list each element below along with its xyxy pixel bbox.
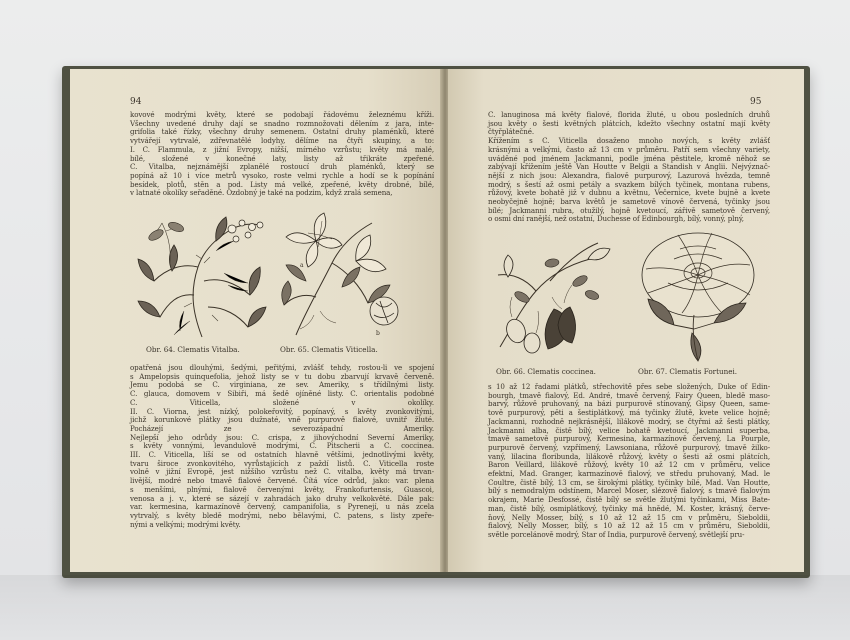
text-line: Jackmanni alba, čistě bílý, velice bohatě kvetoucí, Jackmanni superba, xyxy=(488,425,770,435)
page-number: 94 xyxy=(130,97,142,107)
text-line: neobyčejně hojně; barva květů je sametově vínově červená, tyčinky jsou xyxy=(488,197,770,207)
svg-text:a: a xyxy=(300,262,304,269)
text-line: tově purpurový, pěti a šestiplátkový, má tyčinky žlutě, kvete velice hojně; xyxy=(488,408,770,418)
right-page xyxy=(448,69,804,572)
text-line: okrajem, Marie Desfossé, čistě bílý se světle žlutými tyčinkami, Miss Bate- xyxy=(488,495,770,505)
text-line: s květy vonnými, levandulově modrými, C. Pitscherii a C. coccinea. xyxy=(130,441,434,451)
text-line: vaný, lilacina floribunda, lilákově růžový, květy o šesti až osmi plátcích, xyxy=(488,451,770,461)
text-line: Jackmanni, rozhodně nejkrásnější, lilákově modrý, se čtyřmi až šesti plátky, xyxy=(488,416,770,426)
body-text-bottom xyxy=(130,364,434,529)
text-line: bílý s nemodralým odstínem, Marcel Moser, slézově fialový, s tmavě fialovým xyxy=(488,486,770,496)
text-line: s menšími, plnými, fialově červenými květy, Frankofurtensis, Guascoi, xyxy=(130,484,434,494)
body-text-top xyxy=(130,111,434,198)
text-line: tvaru široce zvonkovitého, vyrůstajících z paždí listů. C. Viticella roste xyxy=(130,458,434,468)
book-shadow xyxy=(0,575,850,640)
text-line: Jemu podobá se C. virginiana, ze sev. Ameriky, s třídílnými listy. xyxy=(130,380,434,390)
text-line: C. Vitalba, nejznámější zplanělé rostoucí druh plaménků, který se xyxy=(130,162,434,172)
text-line: bílé; Jackmanni rubra, otužilý, hojně kvetoucí, zářivě sametově červený, xyxy=(488,205,770,215)
text-line: zabývají křížením ještě Van Houtte v Belgii a Standish v Anglii. Nejvýznač- xyxy=(488,162,770,172)
text-line: popíná až 10 i více metrů vysoko, roste velmi rychle a hodí se k popínání xyxy=(130,170,434,180)
text-line: grifolia také řízky, všechny druhy semenem. Ostatní druhy plaménků, které xyxy=(130,127,434,137)
clematis-coccinea-illustration xyxy=(492,237,616,363)
text-line: s 10 až 12 řadami plátků, střechovitě přes sebe složených, Duke of Edin- xyxy=(488,382,770,391)
text-line: livější, modré nebo tmavě fialové červené. Čítá více odrůd, jako: var. plena xyxy=(130,476,434,486)
figure-67-caption: Obr. 67. Clematis Fortunei. xyxy=(638,367,738,376)
text-line: vytvářejí vytrvalé, zdřevnatělé lodyhy, dělíme na čtyři skupiny, a to: xyxy=(130,136,434,146)
text-line: venosa a j. v., které se sázejí v zahradách jako druhy velkokvěté. Dále pak: xyxy=(130,493,434,503)
text-line: Coultre, čistě bílý, 13 cm, se širokými plátky, tyčinky bílé, Mad. Van Houtte, xyxy=(488,477,770,487)
text-line: růžový, kvete bohatě již v dubnu a květnu, Večernice, kvete bujně a kvete xyxy=(488,188,770,198)
text-line: besídek, plotů, stěn a pod. Listy má velké, zpeřené, květy drobné, bílé, xyxy=(130,179,434,189)
text-line: efektní, Mad. Granger, karmazínově fialový, ve středu pruhovaný, Mad. le xyxy=(488,469,770,479)
text-line: vytrvalý, s květy bledě modrými, nebo bělavými, C. patens, s listy zpeře- xyxy=(130,510,434,520)
text-line: jichž korunkové plátky jsou dužnaté, vně purpurově fialové, uvnitř žluté. xyxy=(130,415,434,425)
text-line: II. C. Viorna, jest nízký, polokeřovitý, popínavý, s květy zvonkovitými, xyxy=(130,406,434,416)
text-line: bílé, složené v konečné laty, listy až třikráte zpeřené. xyxy=(130,153,434,163)
text-line: v latnaté okolíky seřaděné. Ozdobný je také na podzim, když zralá semena, xyxy=(130,188,393,198)
text-line: C. glauca, domovem v Sibiři, má šedě ojíněné listy. C. orientalis podobné xyxy=(130,389,434,399)
svg-text:b: b xyxy=(376,330,380,337)
text-line: Nejlepší jeho odrůdy jsou: C. crispa, z jihovýchodní Severní Ameriky, xyxy=(130,432,434,442)
body-text-bottom xyxy=(488,383,770,540)
text-line: nější z nich jsou: Alexandra, fialově purpurový, Lazurová hvězda, temně xyxy=(488,170,770,180)
text-line: barvý, růžově pruhovaný, na bázi purpurově stínovaný, Gipsy Queen, same- xyxy=(488,399,770,409)
text-line: nými a velkými; modrými květy. xyxy=(130,519,241,529)
figure-64-caption: Obr. 64. Clematis Vitalba. xyxy=(146,345,240,354)
text-line: fialový, Nelly Mosser, bílý, s 10 až 12 až 15 cm v průměru, Sieboldii, xyxy=(488,521,770,531)
clematis-fortunei-illustration xyxy=(634,229,760,363)
text-line: bourgh, tmavě fialový, Ed. André, tmavě červený, Fairy Queen, bledě maso- xyxy=(488,390,770,400)
text-line: man, čistě bílý, osmiplátkový, tyčinky má hnědé, M. Koster, krásný, červe- xyxy=(488,503,770,513)
text-line: uváděné pod jménem Jackmanni, podle jména pěstitele, kromě něhož se xyxy=(488,153,770,163)
text-line: tmavě sametově purpurový, Kermesina, karmazínově červený, La Pourple, xyxy=(488,434,770,444)
text-line: kovové modrými květy, které se podobají řádovému železnému kříži. xyxy=(130,110,434,119)
text-line: Pocházejí ze severozápadní Ameriky. xyxy=(130,423,434,433)
text-line: krásnými a velkými, často až 13 cm v průměru. Patří sem všechny variety, xyxy=(488,144,770,154)
text-line: opatřená jsou dlouhými, šedými, peřitými, zvlášť tehdy, rostou-li ve spojení xyxy=(130,363,434,372)
text-line: jsou květy o šesti květných plátcích, kdežto všechny ostatní mají květy xyxy=(488,118,770,128)
text-line: světle porcelánově modrý, Star of India, purpurově červený, světlejší pru- xyxy=(488,529,745,539)
text-line: o osmi dní ranější, než ostatní, Duchesse of Edinbourgh, bílý, vonný, plný, xyxy=(488,214,744,224)
text-line: Křížením s C. Viticella dosaženo mnoho nových, s květy zvlášť xyxy=(488,136,770,146)
text-line: III. C. Viticella, líší se od ostatních hlavně většími, jednotlivými květy, xyxy=(130,450,434,460)
text-line: čtyřplátečné. xyxy=(488,127,535,137)
clematis-vitalba-illustration xyxy=(132,211,272,339)
body-text-top xyxy=(488,111,770,224)
text-line: purpurově červený, vzpřímený, Lawsoniana, růžově purpurový, tmavě žilko- xyxy=(488,442,770,452)
text-line: Všechny uvedené druhy dají se snadno rozmnožovati dělením z jara, inte- xyxy=(130,118,434,128)
text-line: var. kermesina, karmazínově červený, campanifolia, s Pyrenejí, u nás zcela xyxy=(130,502,434,512)
text-line: C. Viticella, složené v okolíky. xyxy=(130,397,434,407)
figure-66-caption: Obr. 66. Clematis coccinea. xyxy=(496,367,596,376)
clematis-viticella-illustration xyxy=(276,211,408,339)
left-page xyxy=(70,69,442,572)
text-line: Baron Veillard, lilákově růžový, květy 10 až 12 cm v průměru, velice xyxy=(488,460,770,470)
figure-65-caption: Obr. 65. Clematis Viticella. xyxy=(280,345,378,354)
text-line: modrý, s šestí až osmi petály a svazkem bílých tyčinek, montana rubens, xyxy=(488,179,770,189)
text-line: ňový, Nelly Mosser, bílý, s 10 až 12 až 15 cm v průměru, Sieboldii, xyxy=(488,512,770,522)
text-line: I. C. Flammula, z jižní Evropy, nižší, mírného vzrůstu; květy má malé, xyxy=(130,144,434,154)
text-line: C. lanuginosa má květy fialové, florida žluté, u obou posledních druhů xyxy=(488,110,770,119)
text-line: s Ampelopsis quinquefolia, jehož listy se v tu dobu zbarvují krvavě červeně. xyxy=(130,371,434,381)
text-line: volně v jižní Evropě, jest nižšího vzrůstu než C. vitalba, květy má trvan- xyxy=(130,467,434,477)
page-number: 95 xyxy=(750,97,762,107)
